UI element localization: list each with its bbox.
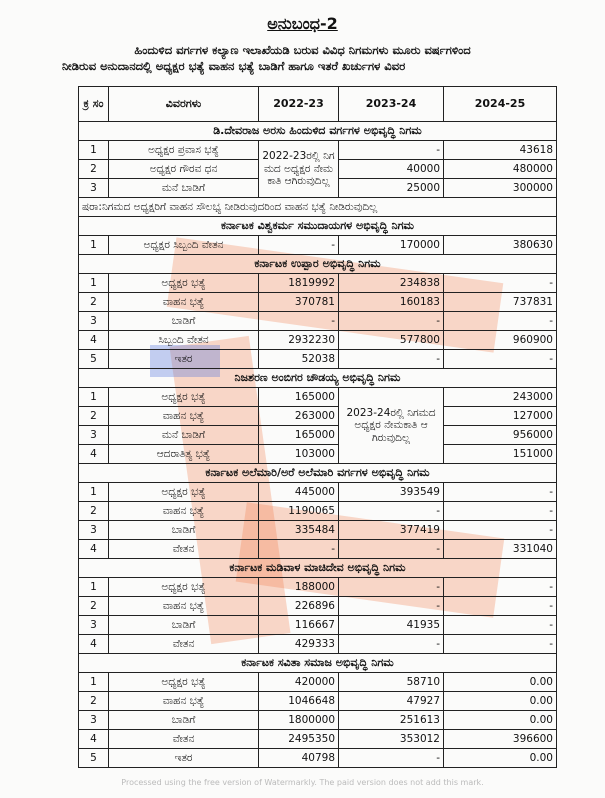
- row-number: 1: [79, 483, 109, 502]
- row-item: ವೇತನ: [109, 540, 259, 559]
- row-item: ಬಾಡಿಗೆ: [109, 521, 259, 540]
- table-row: [79, 312, 557, 331]
- value-2024-25: -: [444, 274, 557, 293]
- row-number: 2: [79, 502, 109, 521]
- section-title: ಕರ್ನಾಟಕ ಅಲೆಮಾರಿ/ಅರೆ ಅಲೆಮಾರಿ ವರ್ಗಗಳ ಅಭಿವೃದ್ಧಿ ನಿಗಮ: [79, 464, 557, 483]
- value-2023-24: 160183: [339, 293, 444, 312]
- section-title: ಕರ್ನಾಟಕ ಮಡಿವಾಳ ಮಾಚಿದೇವ ಅಭಿವೃದ್ಧಿ ನಿಗಮ: [79, 559, 557, 578]
- section-title: ಕರ್ನಾಟಕ ವಿಶ್ವಕರ್ಮ ಸಮುದಾಯಗಳ ಅಭಿವೃದ್ಧಿ ನಿಗಮ: [79, 217, 557, 236]
- table-row: [79, 502, 557, 521]
- value-2022-23: 1190065: [259, 502, 339, 521]
- value-2022-23: -: [259, 312, 339, 331]
- section-title: ಕರ್ನಾಟಕ ಸವಿತಾ ಸಮಾಜ ಅಭಿವೃದ್ಧಿ ನಿಗಮ: [79, 654, 557, 673]
- value-2024-25: 737831: [444, 293, 557, 312]
- row-number: 1: [79, 274, 109, 293]
- table-row: [79, 540, 557, 559]
- section-title: ನಿಜಶರಣ ಅಂಬಿಗರ ಚೌಡಯ್ಯ ಅಭಿವೃದ್ಧಿ ನಿಗಮ: [79, 369, 557, 388]
- row-item: ಅಧ್ಯಕ್ಷರ ಗೌರವ ಧನ: [109, 160, 259, 179]
- section-title: ಕರ್ನಾಟಕ ಉಪ್ಪಾರ ಅಭಿವೃದ್ಧಿ ನಿಗಮ: [79, 255, 557, 274]
- section-title-row: [79, 217, 557, 236]
- header-2022-23: 2022-23: [259, 87, 339, 122]
- value-2023-24: -: [339, 540, 444, 559]
- watermark-footer: Processed using the free version of Watermarkly. The paid version does not add this mark.: [121, 778, 484, 787]
- note-text: ಷರಾ:ನಿಗಮದ ಅಧ್ಯಕ್ಷರಿಗೆ ವಾಹನ ಸೌಲಭ್ಯ ನೀಡಿರುವುದರಿಂದ ವಾಹನ ಭತ್ಯೆ ನೀಡಿರುವುದಿಲ್ಲ: [79, 198, 557, 217]
- value-2022-23: 226896: [259, 597, 339, 616]
- value-2024-25: 960900: [444, 331, 557, 350]
- value-2024-25: 151000: [444, 445, 557, 464]
- value-2023-24: 41935: [339, 616, 444, 635]
- value-2023-24: -: [339, 350, 444, 369]
- table-row: [79, 141, 557, 160]
- value-2024-25: 0.00: [444, 711, 557, 730]
- row-number: 4: [79, 540, 109, 559]
- value-2023-24: -: [339, 578, 444, 597]
- table-row: [79, 711, 557, 730]
- row-item: ಅಧ್ಯಕ್ಷರ ಭತ್ಯೆ: [109, 388, 259, 407]
- value-2022-23: 165000: [259, 426, 339, 445]
- row-item: ವಾಹನ ಭತ್ಯೆ: [109, 407, 259, 426]
- row-number: 1: [79, 236, 109, 255]
- section-title: ಡಿ.ದೇವರಾಜ ಅರಸು ಹಿಂದುಳಿದ ವರ್ಗಗಳ ಅಭಿವೃದ್ಧಿ ನಿಗಮ: [79, 122, 557, 141]
- value-2024-25: -: [444, 521, 557, 540]
- table-row: [79, 673, 557, 692]
- value-2024-25: 43618: [444, 141, 557, 160]
- value-2024-25: -: [444, 635, 557, 654]
- table-header: [79, 87, 557, 122]
- subtitle-line: ನೀಡಿರುವ ಅನುದಾನದಲ್ಲಿ ಅಧ್ಯಕ್ಷರ ಭತ್ಯೆ ವಾಹನ ಭತ್ಯೆ ಬಾಡಿಗೆ ಹಾಗೂ ಇತರೆ ಖರ್ಚುಗಳ ವಿವರ: [62, 59, 406, 73]
- value-2022-23: 370781: [259, 293, 339, 312]
- row-number: 3: [79, 426, 109, 445]
- value-2024-25: 300000: [444, 179, 557, 198]
- row-number: 2: [79, 692, 109, 711]
- value-2022-23: 420000: [259, 673, 339, 692]
- row-item: ವಾಹನ ಭತ್ಯೆ: [109, 293, 259, 312]
- row-item: ಆದರಾತಿತ್ಯ ಭತ್ಯೆ: [109, 445, 259, 464]
- value-2024-25: -: [444, 350, 557, 369]
- value-2024-25: 331040: [444, 540, 557, 559]
- section-title-row: [79, 122, 557, 141]
- page-title: ಅನುಬಂಧ-2: [267, 14, 338, 33]
- value-2022-23: 116667: [259, 616, 339, 635]
- table-row: [79, 749, 557, 768]
- section-title-row: [79, 255, 557, 274]
- value-2022-23: 188000: [259, 578, 339, 597]
- table-row: [79, 483, 557, 502]
- row-item: ಅಧ್ಯಕ್ಷರ ಭತ್ಯೆ: [109, 673, 259, 692]
- value-2022-23: 52038: [259, 350, 339, 369]
- value-2023-24: -: [339, 635, 444, 654]
- row-item: ವೇತನ: [109, 635, 259, 654]
- merged-note-cell: 2022-23ರಲ್ಲಿ ನಿಗಮದ ಅಧ್ಯಕ್ಷರ ನೇಮಕಾತಿ ಆಗಿರುವುದಿಲ್ಲ: [259, 141, 339, 198]
- table-row: [79, 274, 557, 293]
- value-2023-24: 58710: [339, 673, 444, 692]
- value-2022-23: 165000: [259, 388, 339, 407]
- value-2022-23: 445000: [259, 483, 339, 502]
- table-row: [79, 635, 557, 654]
- value-2022-23: 429333: [259, 635, 339, 654]
- value-2022-23: 103000: [259, 445, 339, 464]
- value-2022-23: 1046648: [259, 692, 339, 711]
- row-number: 2: [79, 597, 109, 616]
- value-2024-25: 956000: [444, 426, 557, 445]
- value-2024-25: 0.00: [444, 692, 557, 711]
- value-2023-24: -: [339, 312, 444, 331]
- row-item: ಬಾಡಿಗೆ: [109, 711, 259, 730]
- row-item: ಬಾಡಿಗೆ: [109, 312, 259, 331]
- value-2024-25: 380630: [444, 236, 557, 255]
- row-number: 1: [79, 673, 109, 692]
- row-item: ಅಧ್ಯಕ್ಷರ ಪ್ರವಾಸ ಭತ್ಯೆ: [109, 141, 259, 160]
- value-2024-25: 480000: [444, 160, 557, 179]
- value-2023-24: 25000: [339, 179, 444, 198]
- header-2023-24: 2023-24: [339, 87, 444, 122]
- value-2024-25: -: [444, 502, 557, 521]
- value-2024-25: -: [444, 578, 557, 597]
- row-number: 5: [79, 350, 109, 369]
- table-row: [79, 730, 557, 749]
- row-number: 5: [79, 749, 109, 768]
- row-number: 1: [79, 578, 109, 597]
- value-2024-25: -: [444, 312, 557, 331]
- table-row: [79, 426, 557, 445]
- note-row: [79, 198, 557, 217]
- row-item: ವಾಹನ ಭತ್ಯೆ: [109, 692, 259, 711]
- value-2024-25: 0.00: [444, 749, 557, 768]
- row-item: ಸಿಬ್ಬಂದಿ ವೇತನ: [109, 331, 259, 350]
- subtitle-line: ಹಿಂದುಳಿದ ವರ್ಗಗಳ ಕಲ್ಯಾಣ ಇಲಾಖೆಯಡಿ ಬರುವ ವಿವಿಧ ನಿಗಮಗಳು ಮೂರು ವರ್ಷಗಳಿಂದ: [134, 43, 471, 57]
- table-row: [79, 236, 557, 255]
- row-item: ಮನೆ ಬಾಡಿಗೆ: [109, 426, 259, 445]
- section-title-row: [79, 654, 557, 673]
- value-2023-24: -: [339, 141, 444, 160]
- value-2023-24: 377419: [339, 521, 444, 540]
- row-number: 3: [79, 711, 109, 730]
- value-2023-24: -: [339, 502, 444, 521]
- row-item: ಅಧ್ಯಕ್ಷರ ಸಿಬ್ಬಂದಿ ವೇತನ: [109, 236, 259, 255]
- row-number: 3: [79, 521, 109, 540]
- row-number: 2: [79, 293, 109, 312]
- row-item: ಅಧ್ಯಕ್ಷರ ಭತ್ಯೆ: [109, 483, 259, 502]
- value-2023-24: 47927: [339, 692, 444, 711]
- row-item: ಇತರ: [109, 749, 259, 768]
- row-item: ಇತರ: [109, 350, 259, 369]
- value-2022-23: 2495350: [259, 730, 339, 749]
- value-2022-23: 2932230: [259, 331, 339, 350]
- row-number: 3: [79, 312, 109, 331]
- table-row: [79, 616, 557, 635]
- table-body: [79, 122, 557, 768]
- value-2023-24: 251613: [339, 711, 444, 730]
- table-row: [79, 597, 557, 616]
- value-2022-23: -: [259, 236, 339, 255]
- value-2023-24: 234838: [339, 274, 444, 293]
- row-item: ವಾಹನ ಭತ್ಯೆ: [109, 502, 259, 521]
- row-number: 4: [79, 635, 109, 654]
- value-2022-23: -: [259, 540, 339, 559]
- value-2023-24: 40000: [339, 160, 444, 179]
- value-2022-23: 335484: [259, 521, 339, 540]
- value-2022-23: 263000: [259, 407, 339, 426]
- value-2022-23: 1800000: [259, 711, 339, 730]
- value-2024-25: -: [444, 483, 557, 502]
- header-details: ವಿವರಗಳು: [109, 87, 259, 122]
- value-2024-25: 0.00: [444, 673, 557, 692]
- header-sl: ಕ್ರ ಸಂ: [79, 87, 109, 122]
- table-row: [79, 445, 557, 464]
- table-row: [79, 331, 557, 350]
- row-item: ವೇತನ: [109, 730, 259, 749]
- value-2024-25: -: [444, 616, 557, 635]
- row-number: 4: [79, 730, 109, 749]
- row-item: ವಾಹನ ಭತ್ಯೆ: [109, 597, 259, 616]
- row-number: 4: [79, 331, 109, 350]
- table-row: [79, 578, 557, 597]
- section-title-row: [79, 464, 557, 483]
- value-2023-24: 393549: [339, 483, 444, 502]
- row-number: 3: [79, 616, 109, 635]
- row-number: 1: [79, 141, 109, 160]
- value-2023-24: -: [339, 597, 444, 616]
- row-item: ಅಧ್ಯಕ್ಷರ ಭತ್ಯೆ: [109, 274, 259, 293]
- row-number: 4: [79, 445, 109, 464]
- row-item: ಮನೆ ಬಾಡಿಗೆ: [109, 179, 259, 198]
- row-number: 2: [79, 160, 109, 179]
- row-number: 1: [79, 388, 109, 407]
- value-2024-25: 243000: [444, 388, 557, 407]
- value-2023-24: -: [339, 749, 444, 768]
- table-row: [79, 388, 557, 407]
- table-row: [79, 407, 557, 426]
- merged-note-cell: 2023-24ರಲ್ಲಿ ನಿಗಮದ ಅಧ್ಯಕ್ಷರ ನೇಮಕಾತಿ ಆಗಿರುವುದಿಲ್ಲ: [339, 388, 444, 464]
- value-2024-25: 127000: [444, 407, 557, 426]
- row-item: ಅಧ್ಯಕ್ಷರ ಭತ್ಯೆ: [109, 578, 259, 597]
- table-row: [79, 293, 557, 312]
- value-2022-23: 1819992: [259, 274, 339, 293]
- value-2022-23: 40798: [259, 749, 339, 768]
- table-row: [79, 350, 557, 369]
- row-number: 2: [79, 407, 109, 426]
- value-2023-24: 577800: [339, 331, 444, 350]
- section-title-row: [79, 369, 557, 388]
- value-2023-24: 353012: [339, 730, 444, 749]
- table-row: [79, 521, 557, 540]
- section-title-row: [79, 559, 557, 578]
- value-2024-25: -: [444, 597, 557, 616]
- table-row: [79, 692, 557, 711]
- data-table: [78, 86, 557, 768]
- row-number: 3: [79, 179, 109, 198]
- row-item: ಬಾಡಿಗೆ: [109, 616, 259, 635]
- value-2024-25: 396600: [444, 730, 557, 749]
- header-2024-25: 2024-25: [444, 87, 557, 122]
- value-2023-24: 170000: [339, 236, 444, 255]
